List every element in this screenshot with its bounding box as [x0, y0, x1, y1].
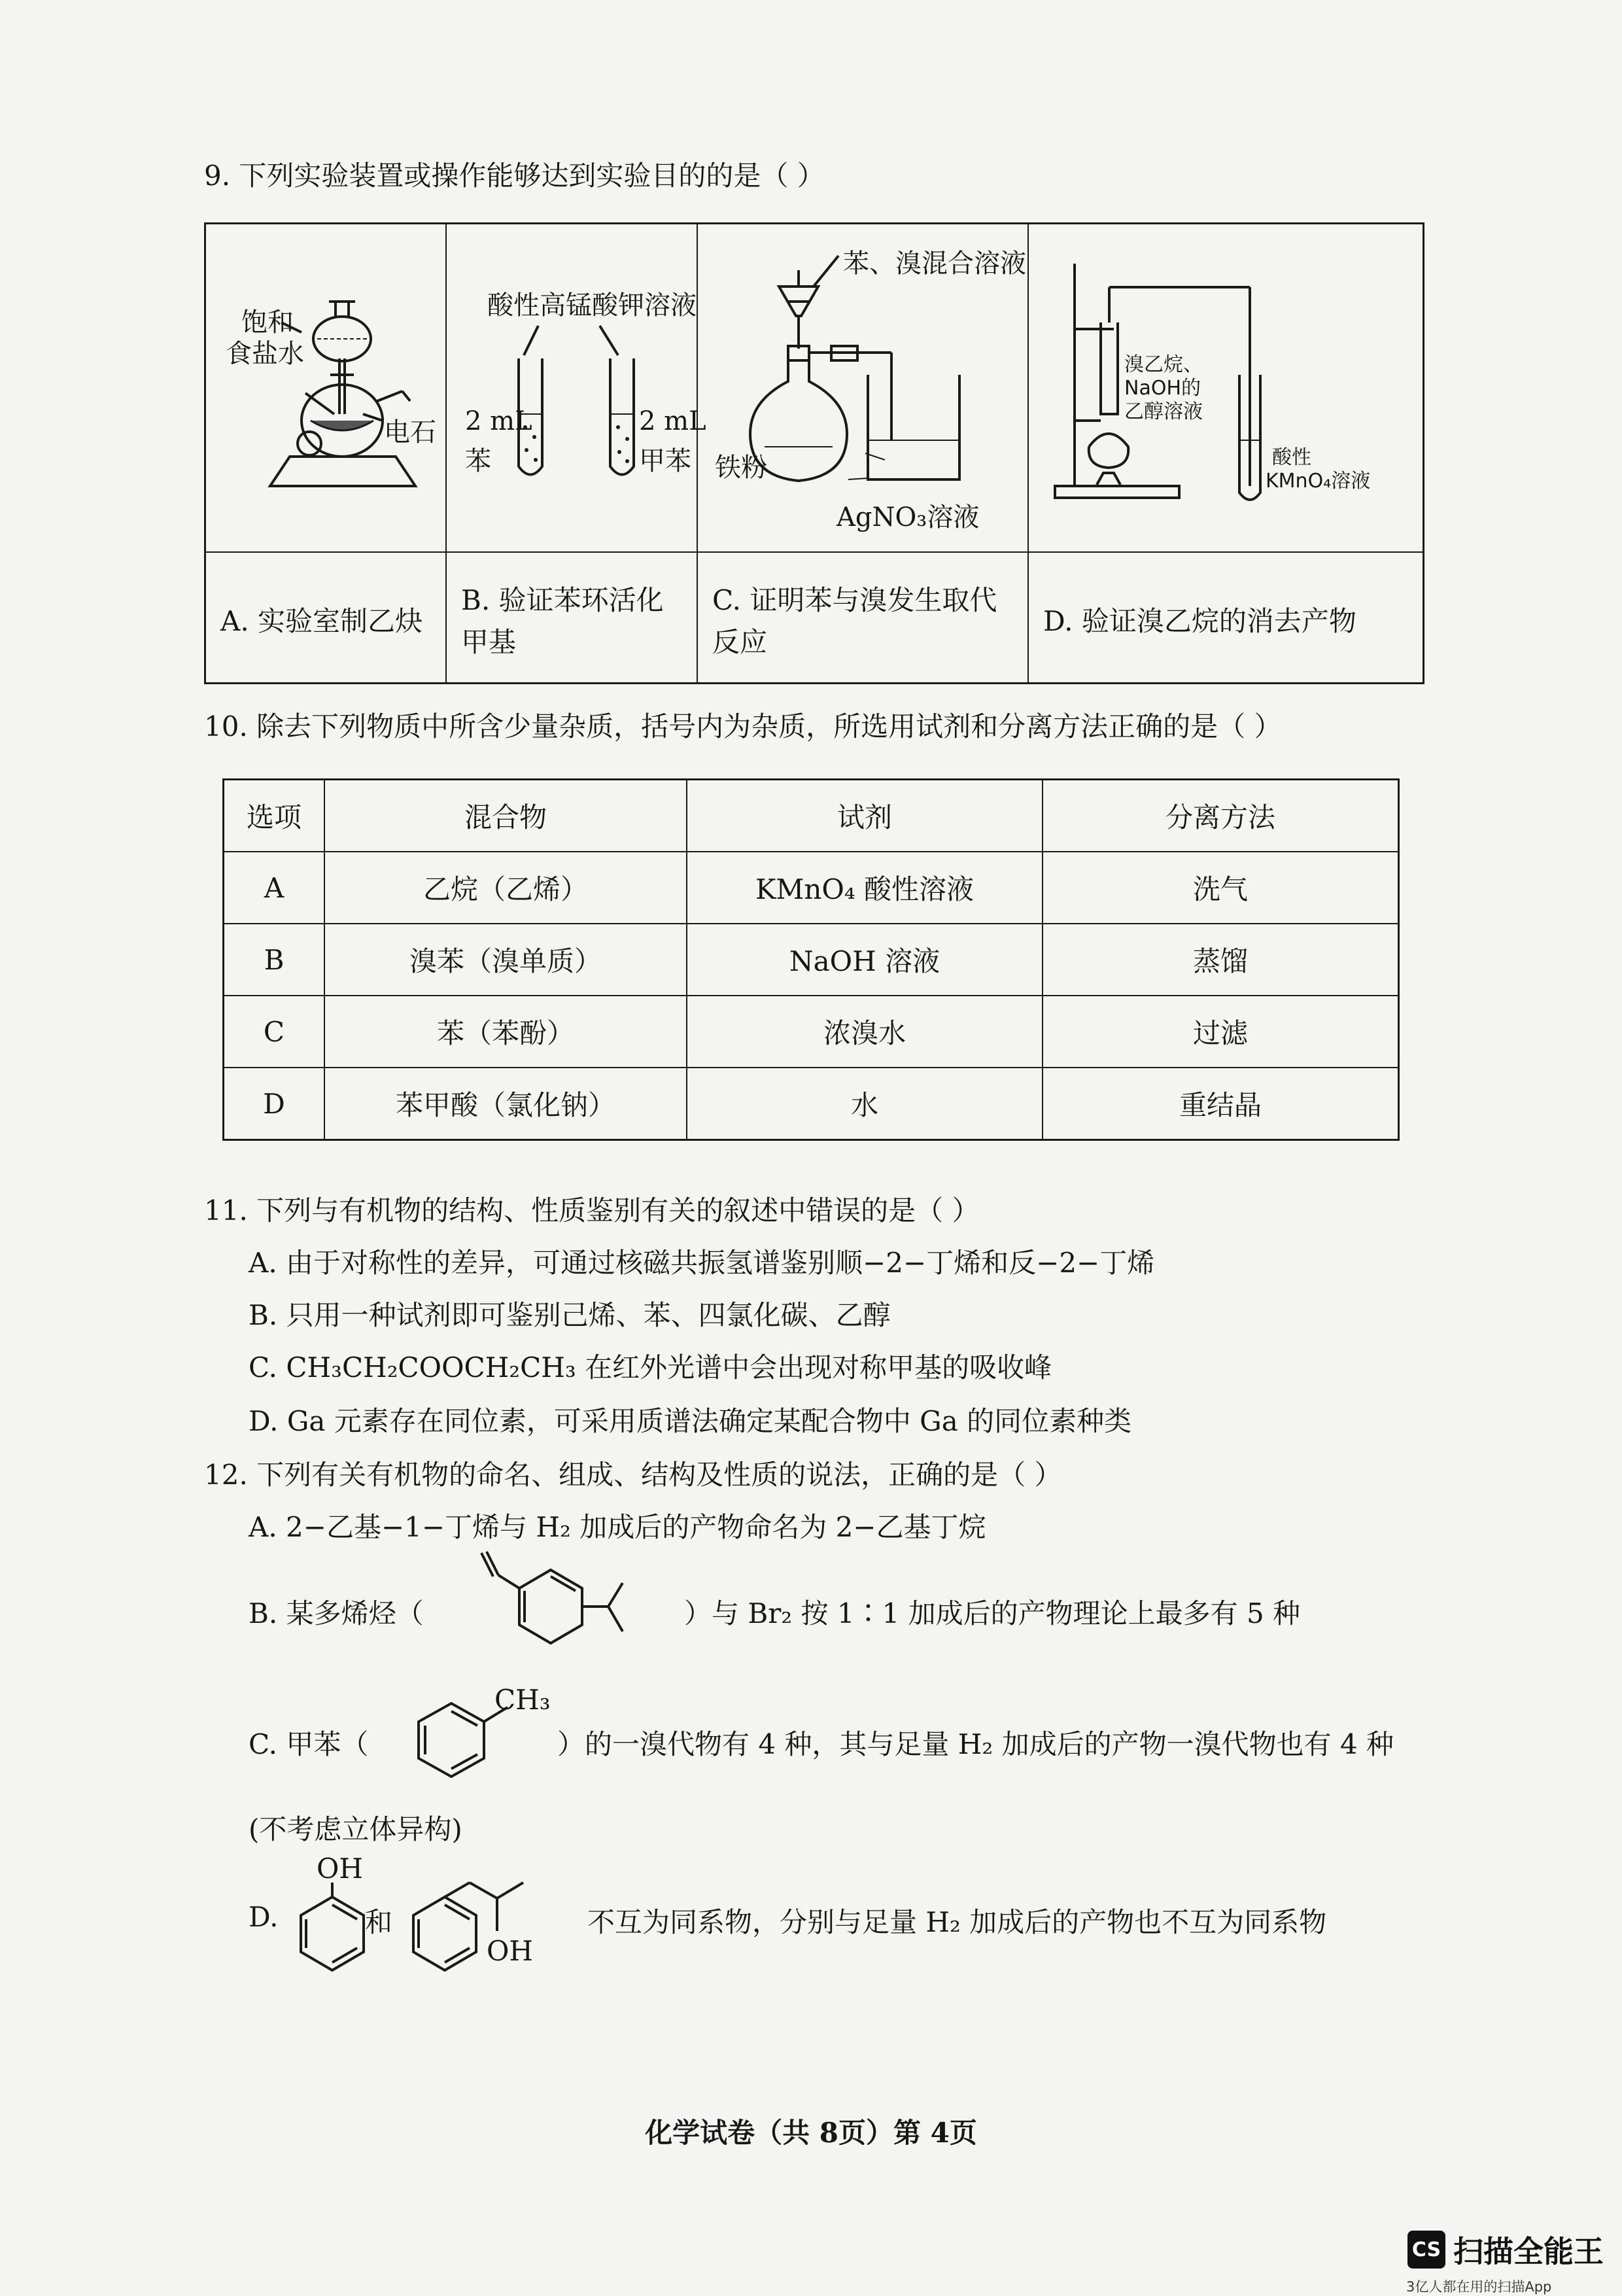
q10-cell: NaOH 溶液 [687, 924, 1043, 996]
test-tubes-icon [447, 224, 697, 551]
q9-apparatus-c [697, 224, 1028, 553]
table-row [224, 852, 1399, 924]
q10-cell: C [224, 996, 325, 1068]
q12-option-d-suffix: 不互为同系物，分别与足量 H₂ 加成后的产物也不互为同系物 [587, 1906, 1327, 1938]
table-row [224, 996, 1399, 1068]
label-bromoethane: 溴乙烷、 [1124, 353, 1203, 376]
q9-apparatus-b [446, 224, 706, 553]
page-footer: 化学试卷（共 8页）第 4页 [645, 2117, 977, 2149]
label-2ml-right: 2 mL [639, 406, 706, 436]
q12-option-b-prefix: B. 某多烯烃（ [249, 1597, 424, 1629]
label-2ml-left: 2 mL [465, 406, 532, 436]
scanner-name: 扫描全能王 [1453, 2234, 1604, 2269]
q11-option-b: B. 只用一种试剂即可鉴别己烯、苯、四氯化碳、乙醇 [249, 1299, 891, 1331]
q10-header-method: 分离方法 [1043, 780, 1399, 852]
label-calcium-carbide: 电石 [384, 417, 436, 447]
q10-cell: 苯甲酸（氯化钠） [324, 1068, 687, 1140]
scanner-watermark [1407, 2228, 1604, 2271]
q10-cell: B [224, 924, 325, 996]
q12-option-d-prefix: D. [249, 1901, 279, 1933]
label-ethanol-solution: 乙醇溶液 [1124, 400, 1203, 423]
q12-option-b-suffix: ）与 Br₂ 按 1∶1 加成后的产物理论上最多有 5 种 [684, 1597, 1301, 1629]
methyl-label: CH₃ [494, 1684, 551, 1716]
label-kmno4: 酸性高锰酸钾溶液 [487, 290, 697, 321]
label-acidic: 酸性 [1272, 446, 1311, 469]
q10-table [222, 778, 1400, 1141]
label-naoh: NaOH的 [1124, 377, 1201, 400]
label-kmno4-solution: KMnO₄溶液 [1266, 470, 1371, 493]
q12-stem: 12. 下列有关有机物的命名、组成、结构及性质的说法，正确的是（ ） [204, 1459, 1062, 1491]
q10-cell: 重结晶 [1043, 1068, 1399, 1140]
polyene-structure-icon [451, 1544, 680, 1668]
label-iron-powder: 铁粉 [715, 453, 767, 483]
q10-cell: 浓溴水 [687, 996, 1043, 1068]
q12-option-c-suffix: ）的一溴代物有 4 种，其与足量 H₂ 加成后的产物一溴代物也有 4 种 [557, 1728, 1394, 1760]
q10-stem: 10. 除去下列物质中所含少量杂质，括号内为杂质，所选用试剂和分离方法正确的是（ ） [204, 710, 1282, 742]
q10-header-option: 选项 [224, 780, 325, 852]
q12-option-c-prefix: C. 甲苯（ [249, 1728, 369, 1760]
q12-option-c-note: (不考虑立体异构) [249, 1813, 462, 1845]
q10-cell: KMnO₄ 酸性溶液 [687, 852, 1043, 924]
q10-cell: 溴苯（溴单质） [324, 924, 687, 996]
label-saturated: 饱和 [241, 307, 294, 338]
q11-option-a: A. 由于对称性的差异，可通过核磁共振氢谱鉴别顺−2−丁烯和反−2−丁烯 [249, 1247, 1155, 1279]
q9-apparatus-a [205, 224, 447, 553]
q10-cell: 过滤 [1043, 996, 1399, 1068]
q10-cell: 洗气 [1043, 852, 1399, 924]
q9-option-a: A. 实验室制乙炔 [205, 552, 447, 684]
label-benzene-bromine: 苯、溴混合溶液 [843, 249, 1026, 279]
q11-stem: 11. 下列与有机物的结构、性质鉴别有关的叙述中错误的是（ ） [204, 1194, 980, 1226]
q9-stem: 9. 下列实验装置或操作能够达到实验目的的是（ ） [204, 160, 825, 192]
q10-header-row [224, 780, 1399, 852]
phenol-oh-label: OH [317, 1852, 364, 1885]
label-agno3: AgNO₃溶液 [837, 502, 980, 532]
label-benzene: 苯 [465, 446, 491, 476]
scanner-slogan: 3亿人都在用的扫描App [1406, 2279, 1552, 2295]
q9-option-b: B. 验证苯环活化甲基 [446, 552, 697, 684]
q10-cell: 苯（苯酚） [324, 996, 687, 1068]
q9-option-c: C. 证明苯与溴发生取代反应 [697, 552, 1028, 684]
q10-cell: 蒸馏 [1043, 924, 1399, 996]
q10-header-mixture: 混合物 [324, 780, 687, 852]
label-brine: 食盐水 [226, 339, 304, 369]
propanol-oh-label: OH [487, 1935, 534, 1967]
table-row [224, 1068, 1399, 1140]
scanner-logo-icon: CS [1407, 2231, 1445, 2269]
conjunction-and: 和 [365, 1906, 393, 1938]
q11-option-c: C. CH₃CH₂COOCH₂CH₃ 在红外光谱中会出现对称甲基的吸收峰 [249, 1351, 1052, 1383]
q10-cell: A [224, 852, 325, 924]
q10-cell: 水 [687, 1068, 1043, 1140]
q9-option-d: D. 验证溴乙烷的消去产物 [1028, 552, 1424, 684]
elimination-apparatus-icon [1029, 224, 1415, 551]
q9-apparatus-table [204, 222, 1424, 684]
q9-apparatus-d [1028, 224, 1424, 553]
label-toluene: 甲苯 [639, 446, 691, 476]
q10-cell: D [224, 1068, 325, 1140]
q11-option-d: D. Ga 元素存在同位素，可采用质谱法确定某配合物中 Ga 的同位素种类 [249, 1405, 1132, 1437]
acetylene-generator-icon [206, 224, 445, 551]
table-row [224, 924, 1399, 996]
q10-cell: 乙烷（乙烯） [324, 852, 687, 924]
q10-header-reagent: 试剂 [687, 780, 1043, 852]
q12-option-a: A. 2−乙基−1−丁烯与 H₂ 加成后的产物命名为 2−乙基丁烷 [249, 1511, 986, 1543]
